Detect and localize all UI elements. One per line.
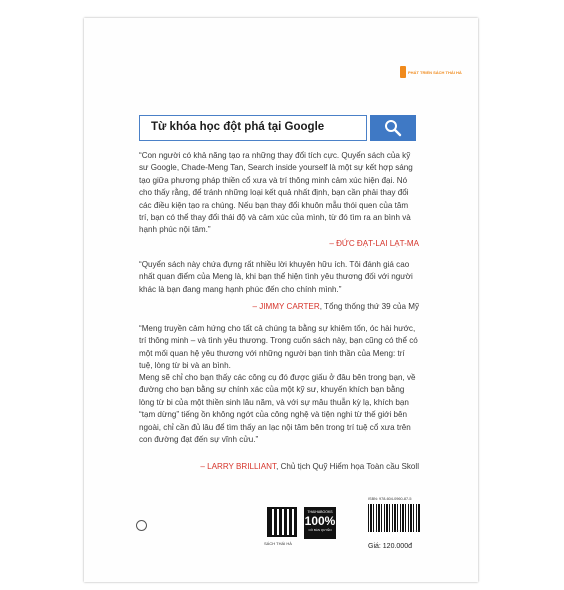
badge-percent: 100%	[304, 514, 336, 528]
copyright-badge	[304, 507, 336, 539]
quote-attribution	[253, 301, 419, 313]
badge-brand: THAIHABOOKS	[307, 510, 333, 514]
search-icon	[384, 119, 402, 137]
quote-role: , Chủ tịch Quỹ Hiểm họa Toàn cầu Skoll	[276, 462, 419, 471]
badge-caption: CÓ BẢN QUYỀN	[308, 528, 332, 532]
search-button	[370, 115, 416, 141]
quote-attribution	[329, 238, 419, 250]
qr-label: SÁCH THÁI HÀ	[264, 541, 292, 546]
publisher-logo-icon	[400, 66, 406, 78]
search-bar	[139, 115, 367, 141]
barcode-bars	[368, 504, 420, 532]
isbn-text: ISBN: 978-604-0960-87-5	[368, 497, 412, 501]
quote-role: , Tổng thống thứ 39 của Mỹ	[319, 302, 419, 311]
quote-text: “Con người có khả năng tạo ra những thay đổi tích cực. Quyển sách của kỹ sư Google, Chade-Meng Tan, Search inside yourself là một sự kết hợp sáng tạo giữa phương pháp thiền cổ xưa và trí thông minh cảm xúc hiện đại. Nó cho thấy rằng, để tránh những loại kết quả nhất định, bạn cần phải thay đổi các điều kiện tạo ra chúng. Nếu bạn thay đổi khuôn mẫu thói quen của tâm trí, bạn có thể thay đổi thái độ và cảm xúc của mình, từ đó tìm ra an bình và hạnh phúc nội tâm.”	[139, 151, 413, 235]
quote-attribution	[200, 461, 419, 473]
quote-text: “Quyển sách này chứa đựng rất nhiều lời khuyên hữu ích. Tôi đánh giá cao nhất quan điểm của Meng là, khi bạn thể hiện tình yêu thương đối với người khác là bạn đang mang hạnh phúc đến cho chính mình.”	[139, 260, 413, 294]
certification-icon	[136, 520, 147, 531]
publisher-name: PHÁT TRIỂN SÁCH THÁI HÀ	[408, 69, 462, 75]
quote-author: – LARRY BRILLIANT	[200, 462, 277, 471]
publisher-logo	[400, 66, 462, 78]
barcode	[368, 497, 420, 537]
quote-text: “Meng truyền cảm hứng cho tất cả chúng ta bằng sự khiêm tốn, óc hài hước, trí thông minh – và tình yêu thương. Trong cuốn sách này, bạn cũng có thể có một mối quan hệ yêu thương với những người bạn tinh thần của Meng: trí tuệ, lòng từ bi và an bình.	[139, 324, 418, 371]
quote-text: Meng sẽ chỉ cho bạn thấy các công cụ đó được giấu ở đâu bên trong bạn, về đường cho bạn bằng sự chính xác của một kỹ sư, khuyến khích bạn bằng lòng từ bi của một thiền sinh lâu năm, và với sự mâu thuẫn kỳ lạ, khích bạn “tạm dừng” tiếng ồn không ngớt của công nghệ và tiện nghi từ thế giới bên ngoài, chỉ cần đủ lâu để tìm thấy an lạc nội tâm bên trong trí tuệ cổ xưa trên con đường đạt đến sự vĩnh cửu.”	[139, 373, 416, 445]
quote-author: – ĐỨC ĐẠT-LAI LẠT-MA	[329, 239, 419, 248]
quote-author: – JIMMY CARTER	[252, 302, 320, 311]
search-text: Từ khóa học đột phá tại Google	[151, 121, 325, 133]
price-label: Giá: 120.000đ	[368, 543, 412, 550]
qr-code	[267, 507, 297, 537]
